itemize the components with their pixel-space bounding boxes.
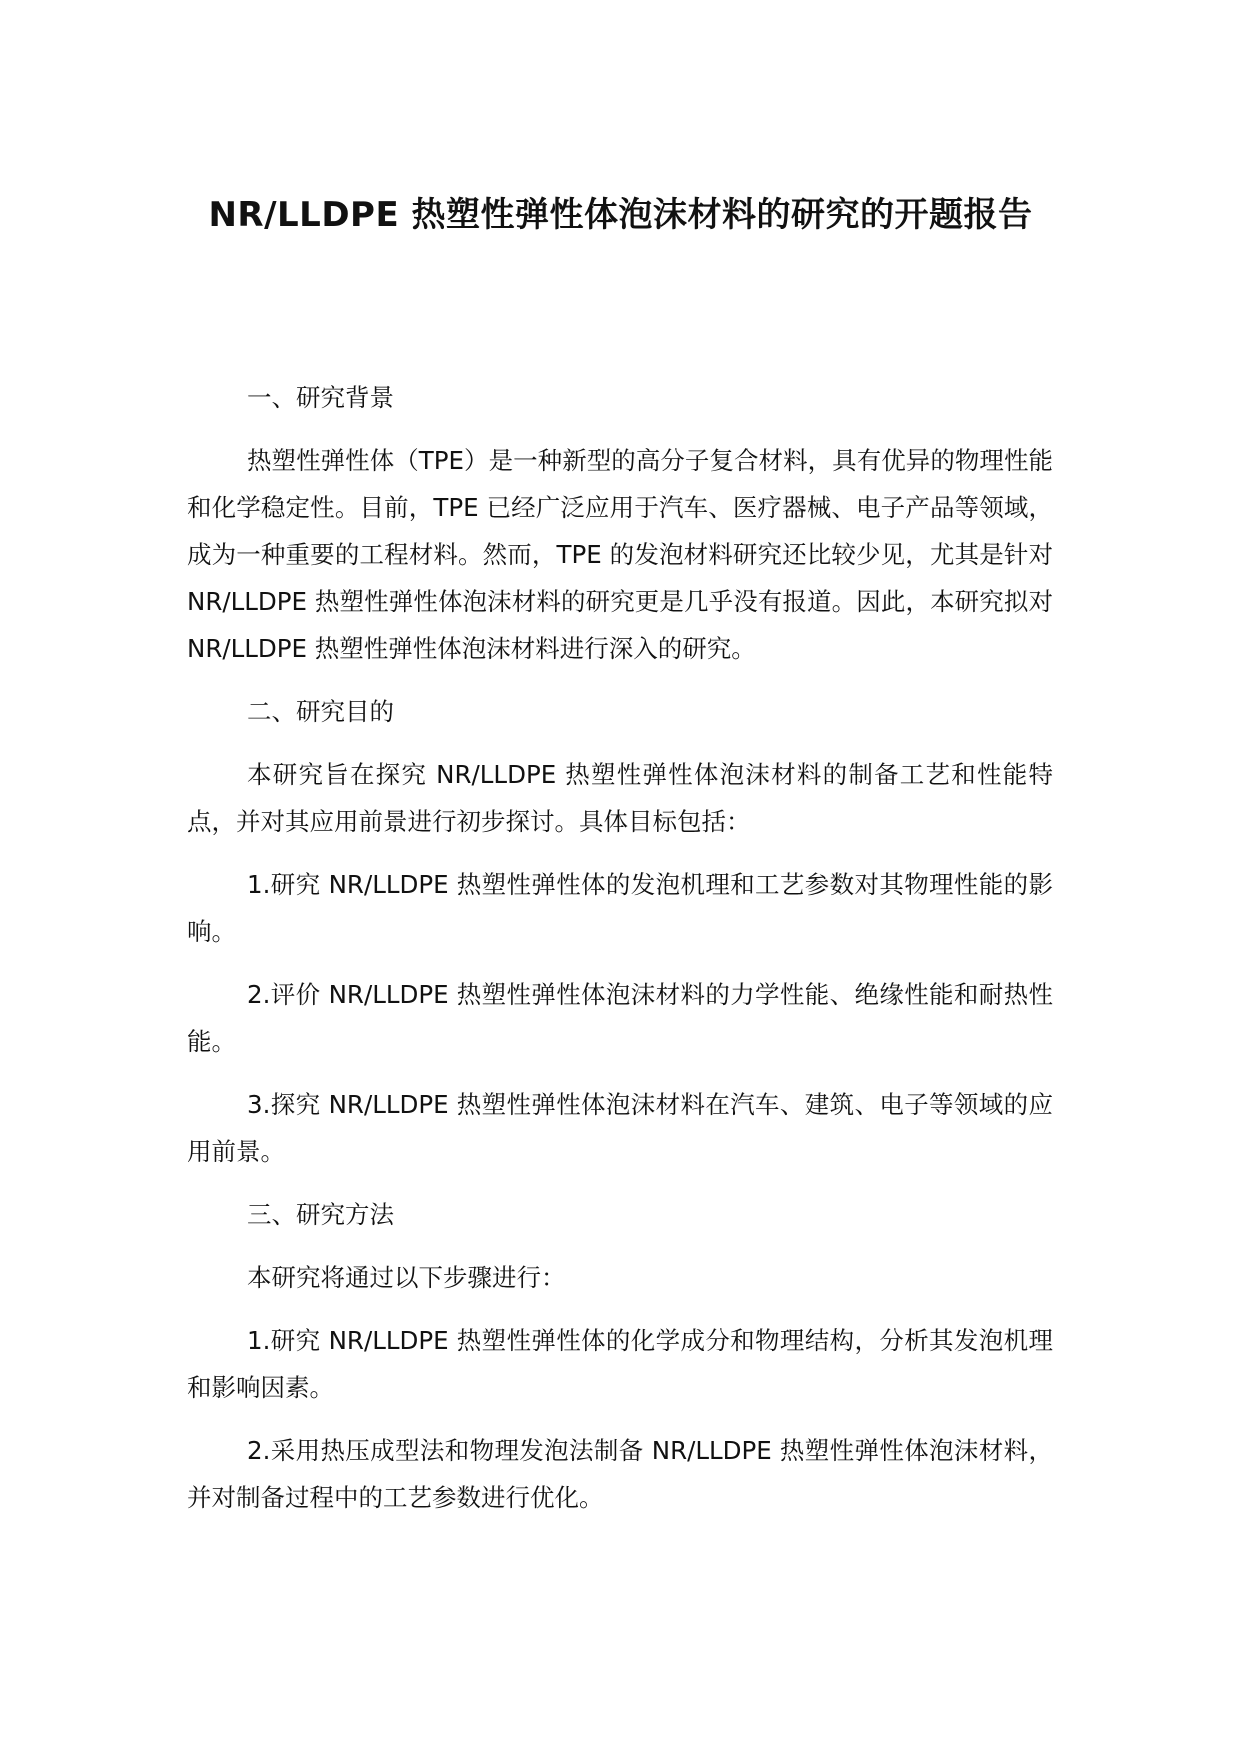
document-body (187, 374, 1053, 1537)
paragraph-objectives-intro: 本研究旨在探究 NR/LLDPE 热塑性弹性体泡沫材料的制备工艺和性能特点，并对其应用前景进行初步探讨。具体目标包括： (187, 760, 1053, 836)
paragraph-background: 热塑性弹性体（TPE）是一种新型的高分子复合材料，具有优异的物理性能和化学稳定性。目前，TPE 已经广泛应用于汽车、医疗器械、电子产品等领域，成为一种重要的工程材料。然而，TPE 的发泡材料研究还比较少见，尤其是针对 NR/LLDPE 热塑性弹性体泡沫材料的研究更是几乎没有报道。因此，本研究拟对 NR/LLDPE 热塑性弹性体泡沫材料进行深入的研究。 (187, 446, 1053, 663)
section-heading-objectives: 二、研究目的 (247, 697, 394, 726)
list-item-method-1: 1.研究 NR/LLDPE 热塑性弹性体的化学成分和物理结构，分析其发泡机理和影响因素。 (187, 1326, 1053, 1402)
paragraph-methods-intro: 本研究将通过以下步骤进行： (247, 1263, 566, 1292)
list-item-method-2: 2.采用热压成型法和物理发泡法制备 NR/LLDPE 热塑性弹性体泡沫材料，并对制备过程中的工艺参数进行优化。 (187, 1436, 1053, 1512)
list-item-objective-1: 1.研究 NR/LLDPE 热塑性弹性体的发泡机理和工艺参数对其物理性能的影响。 (187, 870, 1053, 946)
document-title: NR/LLDPE 热塑性弹性体泡沫材料的研究的开题报告 (208, 195, 1033, 235)
section-heading-methods: 三、研究方法 (247, 1200, 394, 1229)
list-item-objective-2: 2.评价 NR/LLDPE 热塑性弹性体泡沫材料的力学性能、绝缘性能和耐热性能。 (187, 980, 1053, 1056)
section-heading-background: 一、研究背景 (247, 383, 394, 412)
list-item-objective-3: 3.探究 NR/LLDPE 热塑性弹性体泡沫材料在汽车、建筑、电子等领域的应用前景。 (187, 1090, 1053, 1166)
